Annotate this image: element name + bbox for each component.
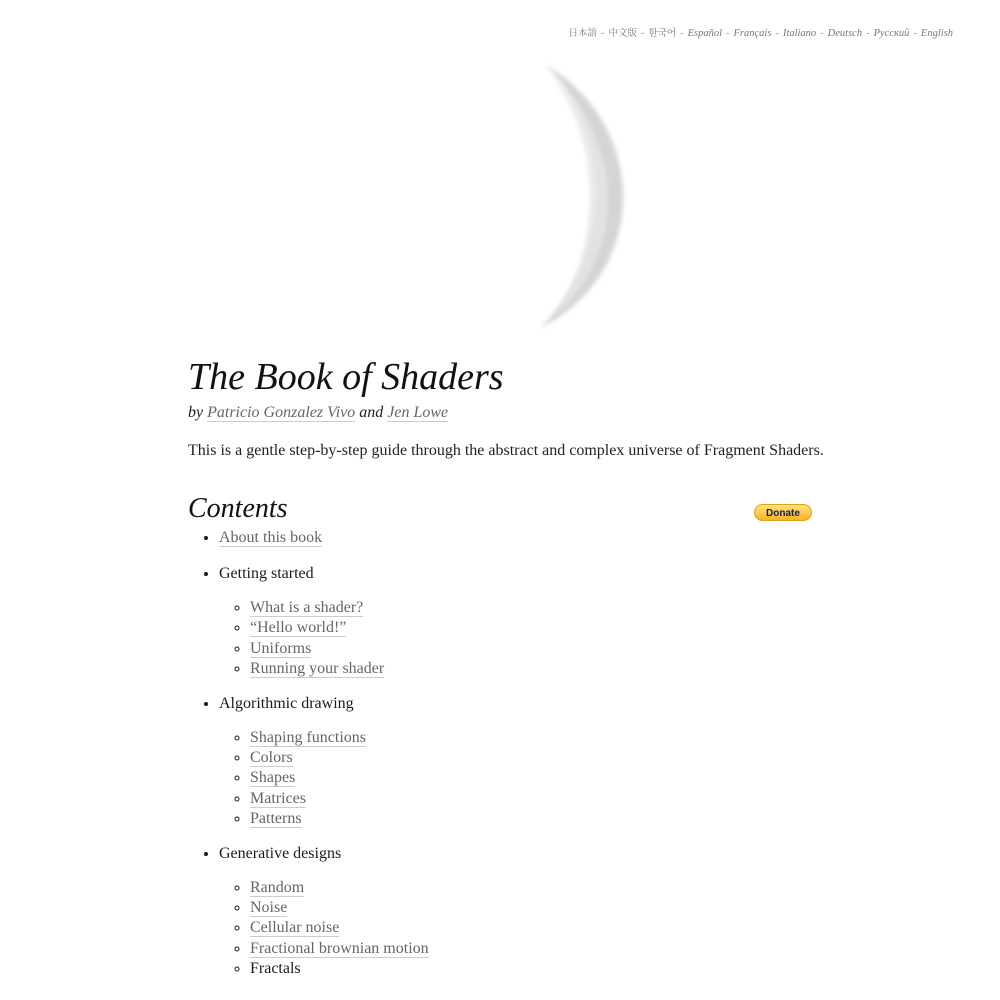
donate-button[interactable]: Donate — [754, 504, 812, 521]
toc-subitem — [250, 618, 828, 638]
toc-link[interactable]: Uniforms — [250, 639, 312, 657]
toc-link[interactable]: Cellular noise — [250, 919, 340, 937]
intro-text: This is a gentle step-by-step guide through the abstract and complex universe of Fragment Shaders. — [188, 442, 824, 459]
language-link[interactable]: 日本語 — [568, 28, 598, 39]
toc-link[interactable]: Noise — [250, 899, 288, 917]
toc-subitem — [250, 659, 828, 679]
byline-conjunction: and — [359, 404, 384, 421]
main-content — [188, 355, 828, 980]
toc-subitem — [250, 748, 828, 768]
toc-link[interactable]: Shaping functions — [250, 728, 366, 746]
toc-subitem — [250, 918, 828, 938]
toc-link[interactable]: Shapes — [250, 769, 296, 787]
language-separator: - — [680, 28, 684, 39]
toc-subitem — [250, 768, 828, 788]
page-title: The Book of Shaders — [188, 356, 504, 398]
language-separator: - — [601, 28, 605, 39]
language-separator: - — [913, 28, 917, 39]
moon-illustration — [355, 60, 635, 330]
toc-link[interactable]: Random — [250, 878, 305, 896]
toc-link[interactable]: Matrices — [250, 789, 306, 807]
language-separator: - — [641, 28, 645, 39]
toc-link[interactable]: “Hello world!” — [250, 619, 347, 637]
toc-subitem — [250, 959, 828, 979]
toc-subitem — [250, 728, 828, 748]
toc-section — [219, 842, 828, 980]
toc-link[interactable]: Fractional brownian motion — [250, 939, 429, 957]
toc-section — [219, 562, 828, 680]
toc-sublist — [219, 728, 828, 830]
contents-header — [188, 492, 828, 526]
toc-link[interactable]: Patterns — [250, 810, 302, 828]
language-link[interactable]: Русский — [873, 28, 910, 39]
toc-section-title: Generative designs — [219, 844, 342, 862]
author-link-jen[interactable]: Jen Lowe — [387, 404, 449, 421]
language-separator: - — [820, 28, 824, 39]
toc-subitem — [250, 809, 828, 829]
toc-item-text: Fractals — [250, 960, 301, 978]
toc-subitem — [250, 598, 828, 618]
table-of-contents — [188, 526, 828, 980]
toc-sublist — [219, 598, 828, 680]
language-separator: - — [775, 28, 779, 39]
byline — [188, 402, 828, 424]
language-link[interactable]: Italiano — [782, 28, 817, 39]
toc-subitem — [250, 639, 828, 659]
toc-subitem — [250, 789, 828, 809]
language-link[interactable]: Deutsch — [827, 28, 863, 39]
language-selector — [569, 25, 953, 39]
toc-link[interactable]: Running your shader — [250, 660, 385, 678]
language-link[interactable]: Français — [733, 28, 772, 39]
toc-subitem — [250, 898, 828, 918]
language-link[interactable]: 中文版 — [608, 28, 638, 39]
toc-section-title: Getting started — [219, 565, 314, 582]
author-link-patricio[interactable]: Patricio Gonzalez Vivo — [207, 404, 356, 421]
language-separator: - — [726, 28, 730, 39]
language-link[interactable]: Español — [687, 28, 722, 39]
toc-sublist — [219, 878, 828, 980]
toc-link[interactable]: Colors — [250, 749, 293, 767]
toc-link[interactable]: About this book — [219, 529, 323, 546]
language-separator: - — [866, 28, 870, 39]
toc-section — [219, 692, 828, 830]
toc-section-title: Algorithmic drawing — [219, 694, 354, 712]
toc-subitem — [250, 939, 828, 959]
byline-prefix: by — [188, 404, 204, 421]
toc-link[interactable]: What is a shader? — [250, 599, 364, 616]
language-link[interactable]: English — [920, 28, 953, 39]
contents-heading: Contents — [188, 493, 288, 524]
toc-subitem — [250, 878, 828, 898]
language-link[interactable]: 한국어 — [648, 28, 677, 39]
toc-section — [219, 526, 828, 550]
